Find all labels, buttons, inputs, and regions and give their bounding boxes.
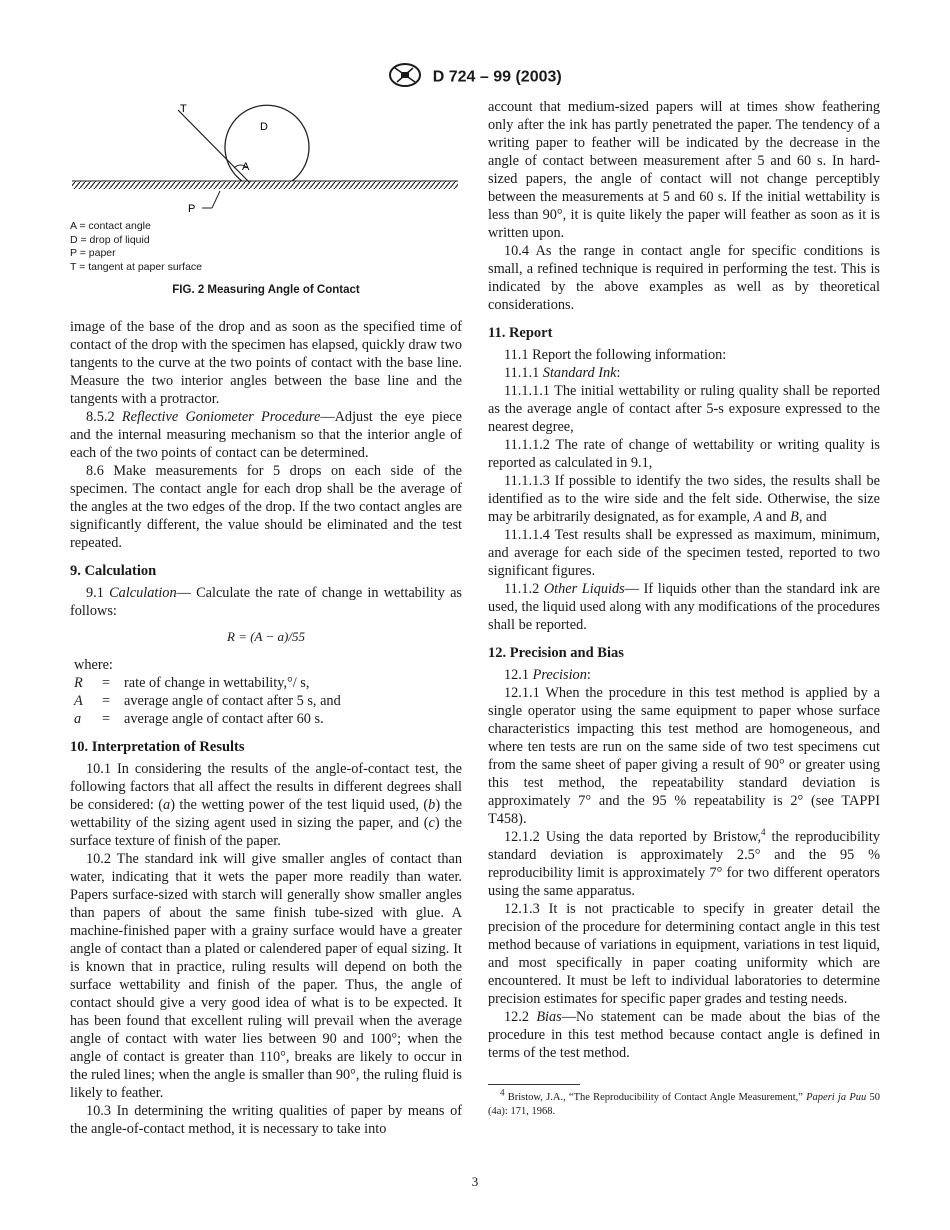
section-number: 9.1 [86, 585, 110, 601]
paper-surface [72, 181, 458, 189]
italic-run: A [753, 509, 763, 525]
paragraph-text: —No statement can be made about the bias of the procedure in this test method because contact angle is defined in terms of the test method. [488, 1009, 880, 1061]
footnote-marker: 4 [500, 1087, 505, 1098]
contact-angle-diagram [70, 98, 462, 218]
paragraph-12-1-1: 12.1.1 When the procedure in this test method is applied by a single operator using the same equipment to paper whose surface characteristics impacting this test method are homogeneous, and where ten tests are run on the same side of two test specimens cut from the same sheet of paper giving a result of 90° or greater using this test method, the repeatability standard deviation is approximately 7° and the 95 % repeatability is 2° (see TAPPI T458). [488, 685, 880, 827]
paragraph-10-1 [70, 760, 462, 850]
text-run: 12.1.2 Using the data reported by Bristow, [504, 829, 762, 845]
rate-equation: R = (A − a)/55 [227, 629, 305, 644]
paragraph-11-1-2 [488, 580, 880, 634]
paragraph-11-1-1-4: 11.1.1.4 Test results shall be expressed as maximum, minimum, and average for each side of the specimen tested, reported to two significant figures. [488, 527, 880, 579]
paragraph-text: — If liquids other than the standard ink are used, the liquid used along with any modifications of the procedures shall be reported. [488, 581, 880, 633]
variable-symbol: R [74, 675, 83, 691]
standard-designation: D 724 – 99 (2003) [432, 68, 562, 86]
text-run: 11.1.1.3 If possible to identify the two sides, the results shall be identified as to the wire side and the felt side. Otherwise, the size may be arbitrarily designated, as for example, [488, 473, 880, 525]
section-number: 11.1.2 [504, 581, 544, 597]
section-title: Reflective Goniometer Procedure [121, 409, 321, 425]
text-run: Bristow, J.A., “The Reproducibility of Contact Angle Measurement,” [504, 1092, 807, 1103]
section-title: Precision [532, 667, 587, 683]
variable-description: rate of change in wettability,°/ s, [124, 675, 310, 691]
text-run: and [762, 509, 791, 525]
where-block [74, 656, 462, 728]
paragraph-12-1-3: 12.1.3 It is not practicable to specify in greater detail the precision of the procedure for determining contact angle in this test method because of variations in equipment, variations in test liquid, and most specifically in paper coating uniformity which are encountered. It must be left to individual laboratories to determine precision estimates for specific paper grades and testing needs. [488, 901, 880, 1007]
paragraph-9-1 [70, 584, 462, 620]
page-header [0, 62, 950, 93]
variable-description: average angle of contact after 5 s, and [124, 693, 341, 709]
variable-definitions [74, 674, 341, 728]
paragraph-11-1-1-3 [488, 472, 880, 526]
paragraph-12-1-2 [488, 828, 880, 900]
label-p: P [188, 203, 196, 215]
legend-item: D = drop of liquid [70, 233, 150, 246]
paragraph-8-6: 8.6 Make measurements for 5 drops on each side of the specimen. The contact angle for each drop shall be the average of the angles at the two edges of the drop. If the two contact angles are significantly different, the value should be eliminated and the test repeated. [70, 463, 462, 551]
page-number: 3 [471, 1174, 479, 1189]
heading-9-calculation: 9. Calculation [70, 563, 157, 579]
right-column [488, 98, 880, 1119]
section-title: Other Liquids [543, 581, 625, 597]
paragraph-8-5-2 [70, 408, 462, 462]
astm-logo-icon [388, 62, 422, 93]
italic-run: B [790, 509, 799, 525]
paragraph-11-1: 11.1 Report the following information: [504, 347, 727, 363]
heading-12-precision-bias: 12. Precision and Bias [488, 645, 624, 661]
variable-symbol: A [74, 693, 83, 709]
equals-sign: = [102, 711, 111, 727]
where-label: where: [74, 657, 113, 673]
paragraph-11-1-1-2: 11.1.1.2 The rate of change of wettability or writing quality is reported as calculated in 9.1, [488, 437, 880, 471]
figure-2 [70, 98, 462, 318]
text-run: ) the wetting power of the test liquid used, ( [170, 797, 429, 813]
label-t: T [180, 103, 187, 115]
figure-caption: FIG. 2 Measuring Angle of Contact [172, 284, 360, 296]
section-number: 12.2 [504, 1009, 537, 1025]
text-run: ) the wettability of the sizing agent used in sizing the paper, and ( [70, 797, 462, 831]
paragraph-12-2 [488, 1008, 880, 1062]
heading-10-interpretation: 10. Interpretation of Results [70, 739, 245, 755]
paragraph-10-4: 10.4 As the range in contact angle for specific conditions is small, a refined technique is required in performing the test. This is indicated by the above examples as well as by theoretical considerations. [488, 243, 880, 313]
paragraph-12-1 [488, 666, 880, 684]
text-run: the reproducibility standard deviation is approximately 2.5° and the 95 % reproducibility limit is approximately 7° for two different operators using the same apparatus. [488, 829, 880, 899]
label-a: A [242, 161, 250, 173]
paragraph-text: —Adjust the eye piece and the internal measuring mechanism so that the interior angle of each of the two points of contact can be determined. [70, 409, 462, 461]
italic-run: a [163, 797, 171, 813]
paper-leader [212, 191, 220, 208]
equals-sign: = [102, 675, 111, 691]
equals-sign: = [102, 693, 111, 709]
italic-run: Paperi ja Puu [806, 1092, 867, 1103]
legend-item: T = tangent at paper surface [70, 260, 203, 273]
italic-run: c [428, 815, 435, 831]
tangent-line [178, 110, 250, 183]
paragraph-11-1-1-1: 11.1.1.1 The initial wettability or ruling quality shall be reported as the average angle of contact after 5-s exposure expressed to the nearest degree, [488, 383, 880, 435]
text-run: : [616, 365, 621, 381]
footnote-divider [488, 1084, 580, 1085]
definition-row [74, 674, 341, 692]
text-run: ) the surface texture of finish of the paper. [70, 815, 462, 849]
legend-item: A = contact angle [70, 220, 151, 232]
heading-11-report: 11. Report [488, 325, 553, 341]
section-number: 11.1.1 [504, 365, 543, 381]
paragraph-10-3-continued: account that medium-sized papers will at times show feathering only after the ink has partly penetrated the paper. The tendency of a writing paper to feather will be indicated by the decrease in the angle of contact between measurement after 5 and 60 s. In hard-sized papers, the angle of contact will not change perceptibly between the measurements at 5 and 60 s. If the initial wettability is less than 90°, it is quite likely the paper will feather as soon as it is written upon. [488, 99, 880, 241]
paragraph-10-2: 10.2 The standard ink will give smaller angles of contact than water, indicating that it wets the paper more readily than water. Papers surface-sized with starch will generally show smaller angles than papers of about the same finish tube-sized with glue. A machine-finished paper with a grainy surface would have a greater angle of contact than a plated or calendered paper of equal sizing. It is known that in practice, ruling results will depend on both the surface wettability and finish of the paper. Thus, the angle of contact should give a very good idea of what is to be expected. It has been found that excellent ruling will prevail when the average angle of contact with water lies between 90 and 100°; when the angle of contact is greater than 110°, breaks are likely to occur in the ruled lines; when the angle is smaller than 90°, the ruling fluid is likely to feather. [70, 851, 462, 1101]
section-title: Calculation [109, 585, 177, 601]
variable-description: average angle of contact after 60 s. [124, 711, 324, 727]
section-title: Bias [536, 1009, 562, 1025]
legend-item: P = paper [70, 247, 116, 259]
definition-row [74, 692, 341, 710]
text-run: 10.1 In considering the results of the angle-of-contact test, the following factors that all affect the results in different degrees shall be considered: ( [70, 761, 462, 813]
text-run: 50 (4a): 171, 1968. [488, 1092, 880, 1117]
paragraph-10-3: 10.3 In determining the writing qualities of paper by means of the angle-of-contact method, it is necessary to take into [70, 1103, 462, 1137]
label-d: D [260, 121, 268, 133]
footnote-reference[interactable]: 4 [761, 827, 766, 838]
figure-legend [70, 220, 202, 274]
paragraph-11-1-1 [488, 364, 880, 382]
text-run: : [586, 667, 591, 683]
section-title: Standard Ink [542, 365, 617, 381]
variable-symbol: a [74, 711, 82, 727]
paragraph-text: — Calculate the rate of change in wettability as follows: [70, 585, 462, 619]
section-number: 12.1 [504, 667, 533, 683]
paragraph-8-5-1-continued: image of the base of the drop and as soon as the specified time of contact of the drop with the specimen has elapsed, quickly draw two tangents to the curve at the two points of contact with the base line. Measure the two interior angles between the base line and the tangents with a protractor. [70, 319, 462, 407]
text-run: , and [798, 509, 827, 525]
section-number: 8.5.2 [86, 409, 122, 425]
italic-run: b [428, 797, 436, 813]
left-column [70, 98, 462, 1138]
definition-row [74, 710, 341, 728]
footnote-4 [488, 1087, 880, 1119]
